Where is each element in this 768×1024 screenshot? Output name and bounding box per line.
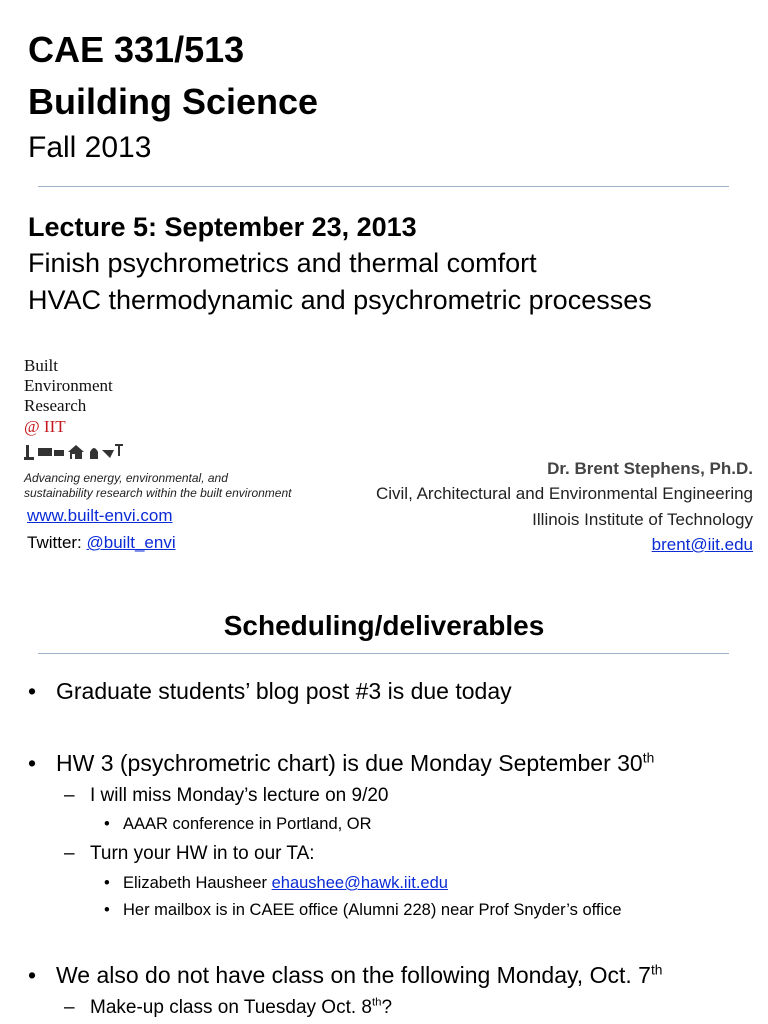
list-item [64, 842, 315, 866]
course-term: Fall 2013 [28, 131, 152, 164]
logo-text: Research [24, 396, 87, 415]
bers-logo [24, 356, 174, 467]
logo-text: Built [24, 356, 59, 375]
lecture-topic: HVAC thermodynamic and psychrometric processes [28, 285, 652, 315]
list-item-text: I will miss Monday’s lecture on 9/20 [90, 785, 389, 806]
list-item [64, 996, 392, 1020]
bullet-marker: • [104, 874, 110, 892]
superscript: th [371, 996, 382, 1009]
bullet-marker: • [28, 678, 37, 704]
twitter-link[interactable]: @built_envi [86, 533, 176, 552]
author-department: Civil, Architectural and Environmental Engineering [375, 484, 753, 503]
course-number: CAE 331/513 [28, 29, 245, 70]
logo-icons [24, 442, 144, 462]
bullet-marker: • [28, 962, 37, 988]
logo-text: Environment [24, 376, 113, 395]
list-item [104, 872, 448, 894]
author-email-link[interactable]: brent@iit.edu [651, 535, 753, 554]
ta-email-link[interactable]: ehaushee@hawk.iit.edu [271, 874, 448, 892]
list-item-text: Make-up class on Tuesday Oct. 8 [90, 997, 372, 1018]
tagline-line: sustainability research within the built environment [24, 486, 292, 500]
twitter-row [27, 532, 176, 554]
author-institution: Illinois Institute of Technology [532, 510, 753, 529]
website-link-row [27, 505, 173, 527]
list-item-text: Her mailbox is in CAEE office (Alumni 228) near Prof Snyder’s office [123, 901, 622, 919]
logo-iit: @ IIT [24, 417, 66, 436]
dash-marker: – [64, 843, 75, 864]
divider-section [38, 653, 729, 654]
list-item-text: We also do not have class on the following Monday, Oct. 7 [56, 962, 651, 988]
website-link[interactable]: www.built-envi.com [27, 506, 173, 525]
lecture-topic: Finish psychrometrics and thermal comfort [28, 248, 537, 278]
superscript: th [642, 750, 655, 766]
list-item-text: Graduate students’ blog post #3 is due today [56, 678, 512, 704]
bullet-marker: • [28, 750, 37, 776]
list-item [28, 961, 662, 989]
lecture-heading: Lecture 5: September 23, 2013 [28, 212, 417, 242]
twitter-label: Twitter: [27, 533, 87, 552]
author-email-row [652, 534, 753, 556]
list-item-text: AAAR conference in Portland, OR [123, 815, 372, 833]
list-item-text: Turn your HW in to our TA: [90, 843, 315, 864]
list-item [104, 813, 372, 835]
list-item [28, 749, 654, 777]
course-title: Building Science [28, 81, 319, 122]
bullet-marker: • [104, 901, 110, 919]
divider-top [38, 186, 729, 187]
tagline [24, 471, 291, 501]
dash-marker: – [64, 785, 75, 806]
list-item [104, 899, 622, 921]
list-item-text: HW 3 (psychrometric chart) is due Monday September 30 [56, 750, 643, 776]
list-item [28, 677, 512, 705]
list-item-text: Elizabeth Hausheer [123, 874, 272, 892]
list-item-text: ? [381, 997, 393, 1018]
superscript: th [650, 962, 663, 978]
section-title: Scheduling/deliverables [223, 610, 545, 641]
tagline-line: Advancing energy, environmental, and [24, 471, 228, 485]
bullet-marker: • [104, 815, 110, 833]
author-name: Dr. Brent Stephens, Ph.D. [547, 459, 753, 478]
list-item [64, 784, 389, 808]
dash-marker: – [64, 997, 75, 1018]
